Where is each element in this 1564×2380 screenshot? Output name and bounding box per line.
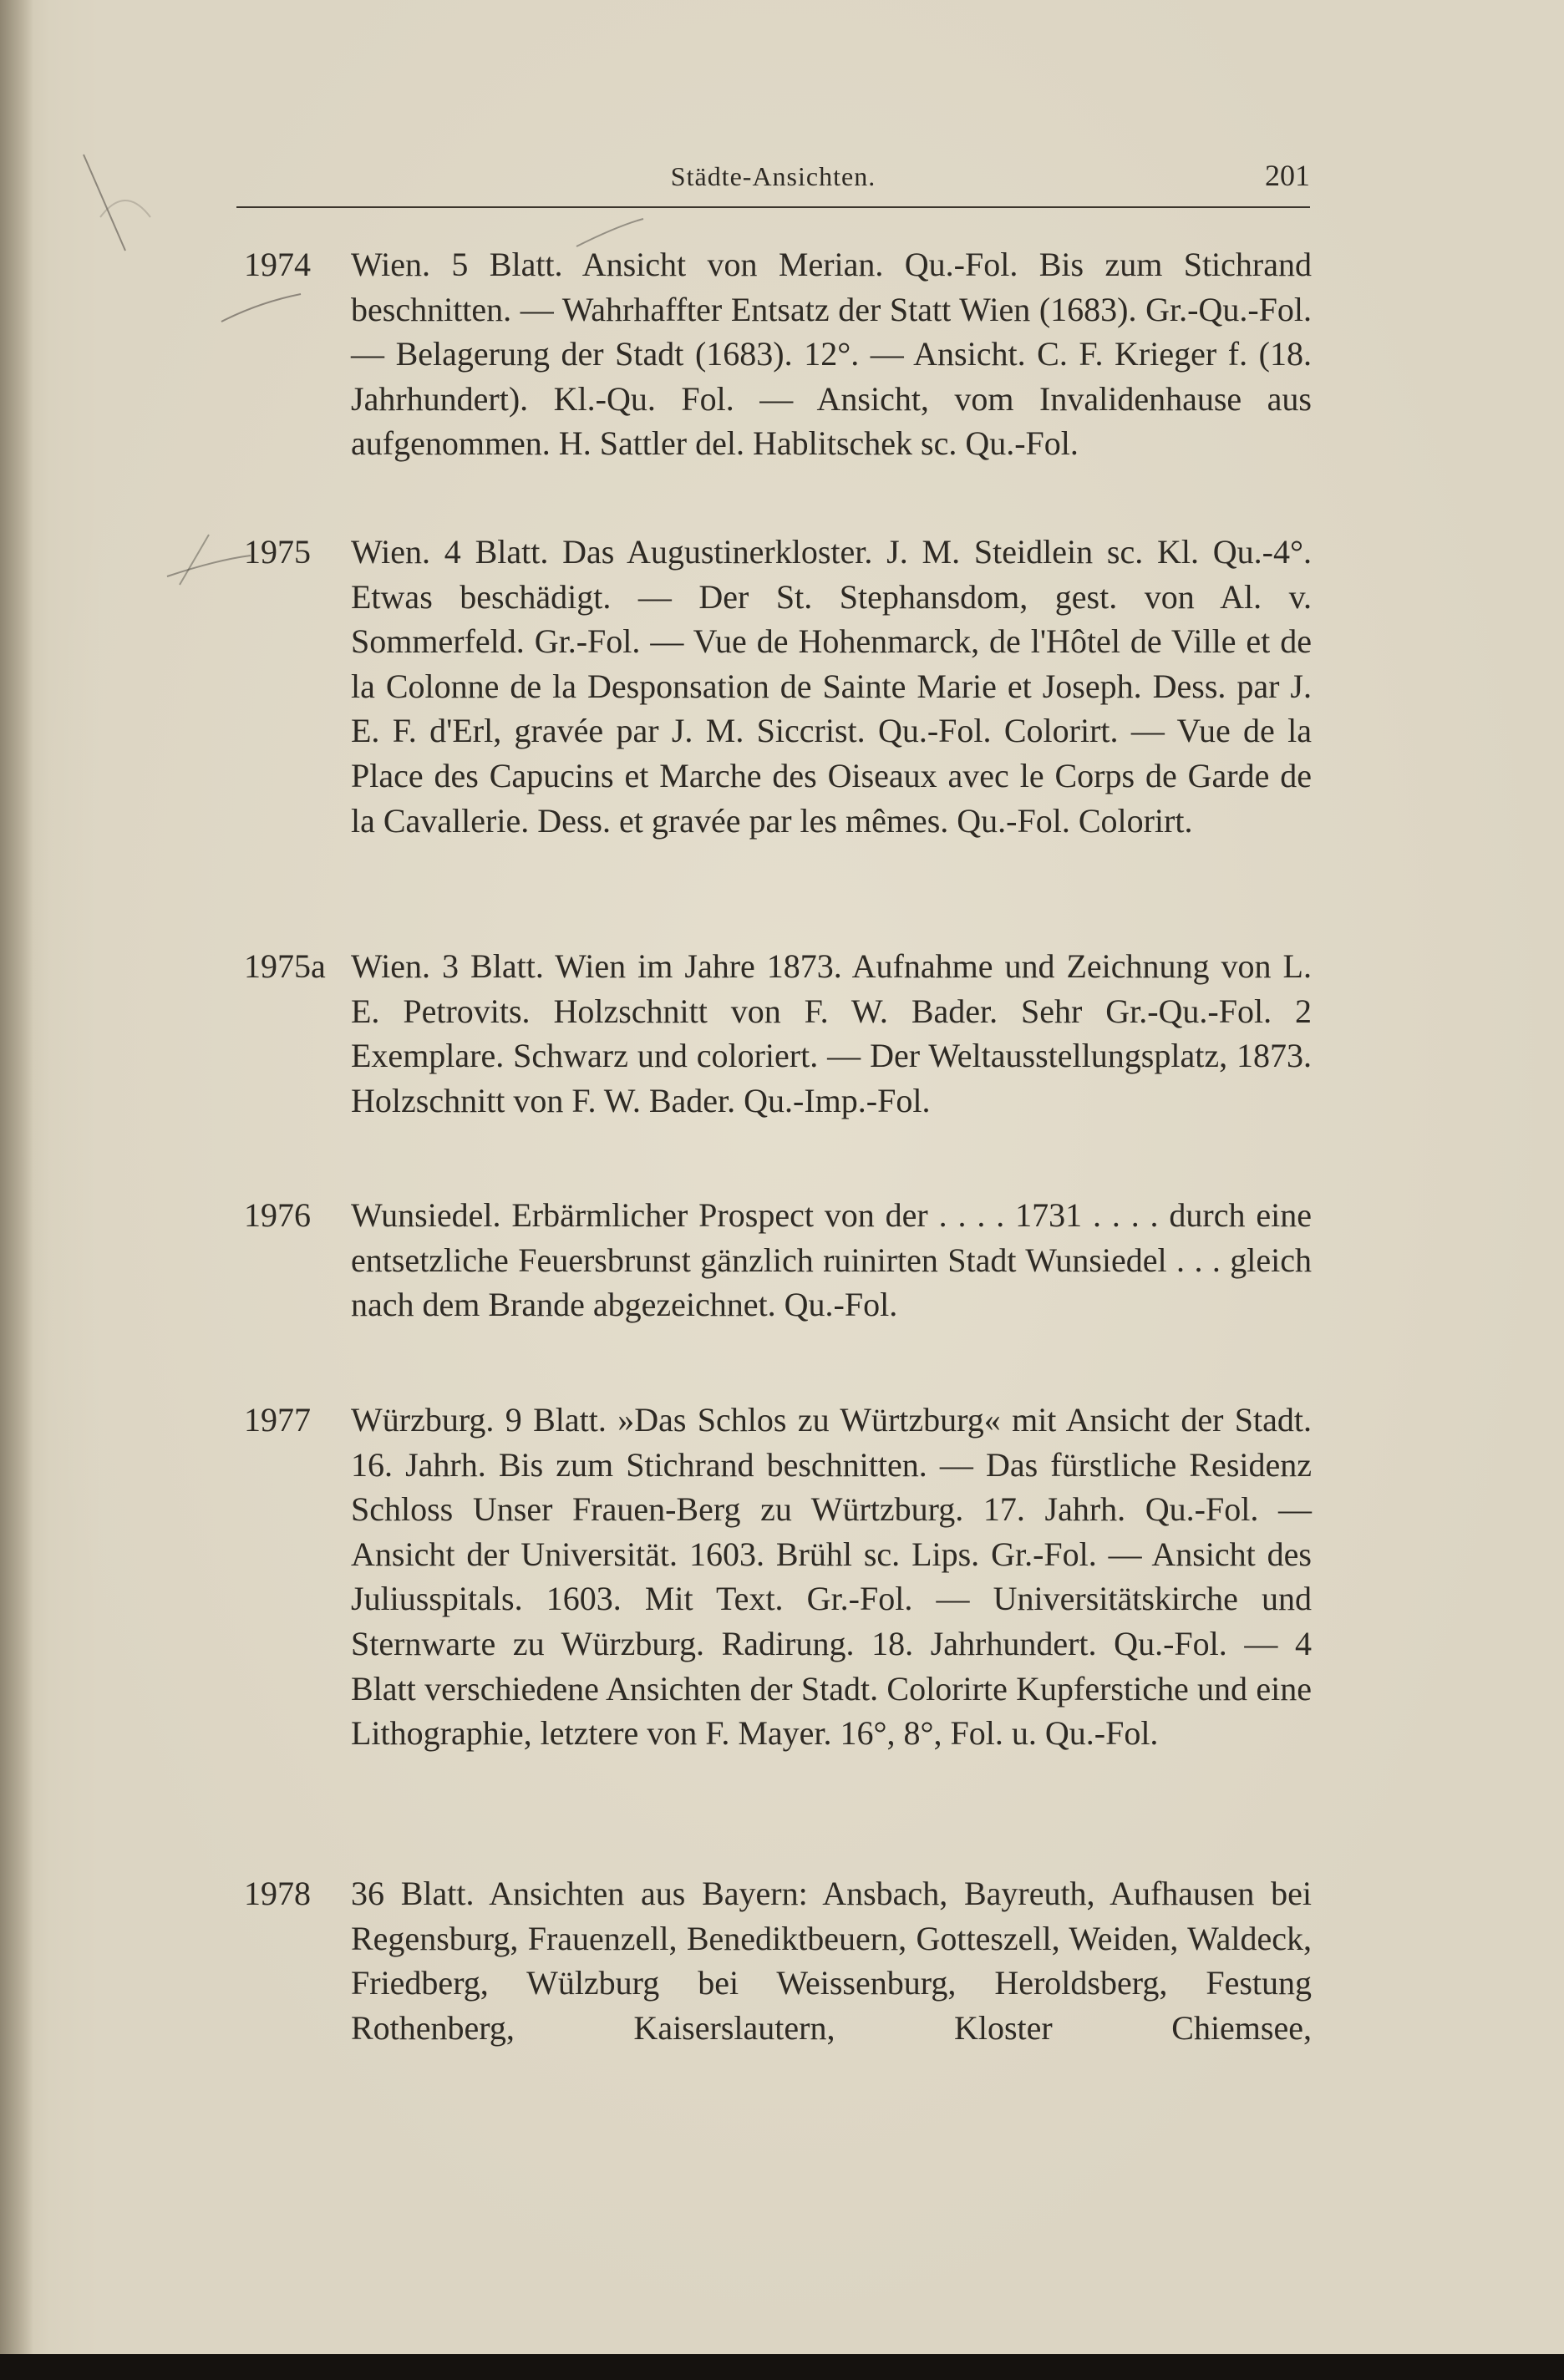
entry-text: Wien. 3 Blatt. Wien im Jahre 1873. Aufnahme und Zeichnung von L. E. Petrovits. Holzschnitt von F. W. Bader. Sehr Gr.-Qu.-Fol. 2 Exemplare. Schwarz und coloriert. — Der Weltausstellungsplatz, 1873. Holzschnitt von F. W. Bader. Qu.-Imp.-Fol. (351, 947, 1312, 1119)
header-rule (236, 206, 1310, 208)
entry-text: Wunsiedel. Erbärmlicher Prospect von der . . . . 1731 . . . . durch eine entsetzliche Feuersbrunst gänzlich ruinirten Stadt Wunsiedel . . . gleich nach dem Brande abgezeichnet. Qu.-Fol. (351, 1196, 1312, 1324)
entry-number: 1974 (244, 246, 311, 283)
entry-number: 1975 (244, 533, 311, 571)
entry-number: 1978 (244, 1875, 311, 1912)
entry-text: Wien. 5 Blatt. Ansicht von Merian. Qu.-Fol. Bis zum Stichrand beschnitten. — Wahrhaffter Entsatz der Statt Wien (1683). Gr.-Qu.-Fol. — Belagerung der Stadt (1683). 12°. — Ansicht. C. F. Krieger f. (18. Jahrhundert). Kl.-Qu. Fol. — Ansicht, vom Invalidenhause aus aufgenommen. H. Sattler del. Hablitschek sc. Qu.-Fol. (351, 246, 1312, 463)
running-head: Städte-Ansichten. (670, 161, 876, 191)
entry-text: Wien. 4 Blatt. Das Augustinerkloster. J. M. Steidlein sc. Kl. Qu.-4°. Etwas beschädigt. — Der St. Stephansdom, gest. von Al. v. Sommerfeld. Gr.-Fol. — Vue de Hohenmarck, de l'Hôtel de Ville et de la Colonne de la Desponsation de Sainte Marie et Joseph. Dess. par J. E. F. d'Erl, gravée par J. M. Siccrist. Qu.-Fol. Colorirt. — Vue de la Place des Capucins et Marche des Oiseaux avec le Corps de Garde de la Cavallerie. Dess. et gravée par les mêmes. Qu.-Fol. Colorirt. (351, 533, 1312, 840)
page-gutter (0, 0, 33, 2354)
entry-number: 1975a (244, 947, 326, 985)
entry-text: 36 Blatt. Ansichten aus Bayern: Ansbach, Bayreuth, Aufhausen bei Regensburg, Frauenzell, Benediktbeuern, Gotteszell, Weiden, Waldeck, Friedberg, Wülzburg bei Weissenburg, Heroldsberg, Festung Rothenberg, Kaiserslautern, Kloster Chiemsee, (351, 1875, 1312, 2047)
page-header (236, 161, 1310, 208)
entry-number: 1976 (244, 1196, 311, 1234)
page-number: 201 (1265, 159, 1310, 192)
scan-border (0, 2354, 1564, 2380)
entry-text: Würzburg. 9 Blatt. »Das Schlos zu Würtzburg« mit Ansicht der Stadt. 16. Jahrh. Bis zum Stichrand beschnitten. — Das fürstliche Residenz Schloss Unser Frauen-Berg zu Würtzburg. 17. Jahrh. Qu.-Fol. — Ansicht der Universität. 1603. Brühl sc. Lips. Gr.-Fol. — Ansicht des Juliusspitals. 1603. Mit Text. Gr.-Fol. — Universitätskirche und Sternwarte zu Würzburg. Radirung. 18. Jahrhundert. Qu.-Fol. — 4 Blatt verschiedene Ansichten der Stadt. Colorirte Kupferstiche und eine Lithographie, letztere von F. Mayer. 16°, 8°, Fol. u. Qu.-Fol. (351, 1401, 1312, 1753)
entry-number: 1977 (244, 1401, 311, 1439)
